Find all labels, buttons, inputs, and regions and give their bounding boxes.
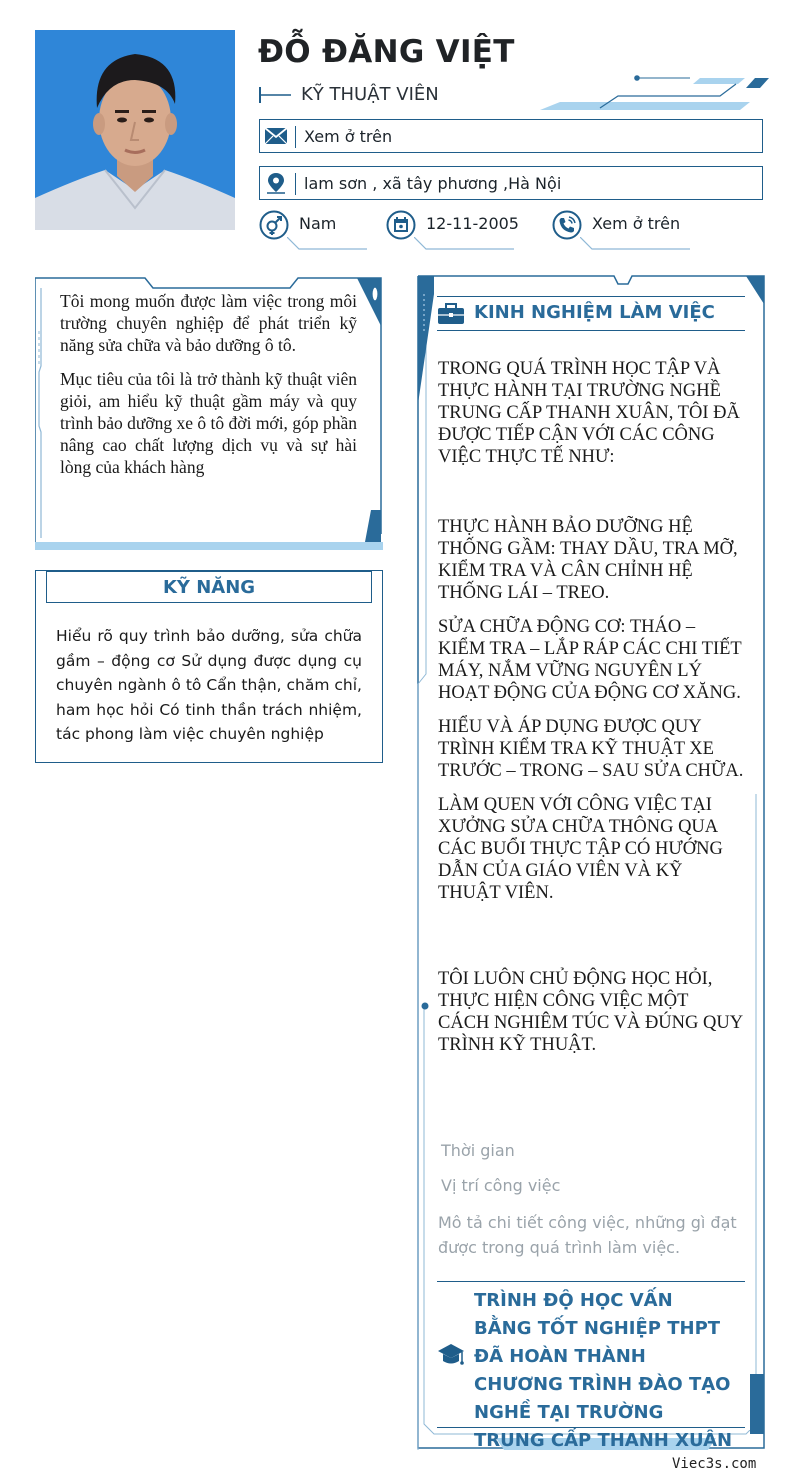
location-pin-icon — [264, 172, 288, 194]
skills-title: KỸ NĂNG — [46, 571, 372, 603]
profile-photo — [35, 30, 235, 230]
divider — [437, 296, 745, 297]
underline — [414, 237, 514, 251]
title-line-icon — [259, 86, 291, 104]
graduation-cap-icon — [437, 1342, 465, 1368]
phone-value: Xem ở trên — [592, 214, 681, 233]
divider — [437, 330, 745, 331]
objective-text — [60, 290, 357, 490]
email-value: Xem ở trên — [304, 127, 393, 146]
underline — [287, 237, 367, 251]
briefcase-icon — [437, 303, 465, 325]
gender-icon — [259, 210, 289, 240]
address-field — [259, 166, 763, 200]
position-placeholder: Vị trí công việc — [441, 1176, 561, 1195]
divider — [295, 126, 296, 148]
experience-paragraph: LÀM QUEN VỚI CÔNG VIỆC TẠI XƯỞNG SỬA CHỮA THÔNG QUA CÁC BUỔI THỰC TẬP CÓ HƯỚNG DẪN CỦA GIÁO VIÊN VÀ KỸ THUẬT VIÊN. — [438, 795, 723, 903]
job-title: KỸ THUẬT VIÊN — [301, 84, 439, 105]
experience-paragraph: SỬA CHỮA ĐỘNG CƠ: THÁO – KIỂM TRA – LẮP RÁP CÁC CHI TIẾT MÁY, NẮM VỮNG NGUYÊN LÝ HOẠT ĐỘNG CỦA ĐỘNG CƠ XĂNG. — [438, 617, 742, 703]
objective-paragraph: Mục tiêu của tôi là trở thành kỹ thuật viên giỏi, am hiểu kỹ thuật gầm máy và quy trình bảo dưỡng xe ô tô đời mới, góp phần nâng cao chất lượng dịch vụ và sự hài lòng của khách hàng — [60, 369, 357, 477]
experience-paragraph: TRONG QUÁ TRÌNH HỌC TẬP VÀ THỰC HÀNH TẠI TRƯỜNG NGHỀ TRUNG CẤP THANH XUÂN, TÔI ĐÃ ĐƯỢC TIẾP CẬN VỚI CÁC CÔNG VIỆC THỰC TẾ NHƯ: — [438, 359, 740, 467]
experience-paragraph: THỰC HÀNH BẢO DƯỠNG HỆ THỐNG GẦM: THAY DẦU, TRA MỠ, KIỂM TRA VÀ CÂN CHỈNH HỆ THỐNG LÁI – TREO. — [438, 517, 738, 603]
watermark: Viec3s.com — [672, 1456, 757, 1472]
gender-field — [259, 210, 369, 252]
phone-field — [552, 210, 692, 252]
experience-paragraph: TÔI LUÔN CHỦ ĐỘNG HỌC HỎI, THỰC HIỆN CÔNG VIỆC MỘT CÁCH NGHIÊM TÚC VÀ ĐÚNG QUY TRÌNH KỸ THUẬT. — [438, 969, 743, 1055]
experience-body — [438, 358, 744, 1068]
email-field — [259, 119, 763, 153]
header-decoration — [540, 74, 772, 114]
experience-paragraph: HIỂU VÀ ÁP DỤNG ĐƯỢC QUY TRÌNH KIỂM TRA KỸ THUẬT XE TRƯỚC – TRONG – SAU SỬA CHỮA. — [438, 717, 744, 781]
birthday-value: 12-11-2005 — [426, 214, 519, 233]
divider — [295, 173, 296, 195]
envelope-icon — [264, 125, 288, 147]
divider — [437, 1281, 745, 1282]
gender-value: Nam — [299, 214, 337, 233]
birthday-field — [386, 210, 536, 252]
experience-title: KINH NGHIỆM LÀM VIỆC — [474, 302, 715, 323]
address-value: lam sơn , xã tây phương ,Hà Nội — [304, 174, 562, 193]
underline — [580, 237, 690, 251]
skills-text: Hiểu rõ quy trình bảo dưỡng, sửa chữa gầm – động cơ Sử dụng được dụng cụ chuyên ngành ô tô Cẩn thận, chăm chỉ, ham học hỏi Có tinh thần trách nhiệm, tác phong làm việc chuyên nghiệp — [56, 627, 362, 743]
time-placeholder: Thời gian — [441, 1141, 515, 1160]
description-placeholder: Mô tả chi tiết công việc, những gì đạt được trong quá trình làm việc. — [438, 1213, 737, 1257]
candidate-name: ĐỖ ĐĂNG VIỆT — [258, 34, 515, 70]
calendar-icon — [386, 210, 416, 240]
divider — [437, 1427, 745, 1428]
objective-paragraph: Tôi mong muốn được làm việc trong môi trường chuyên nghiệp để phát triển kỹ năng sửa chữa và bảo dưỡng ô tô. — [60, 291, 357, 355]
phone-icon — [552, 210, 582, 240]
portrait-illustration — [35, 30, 235, 230]
education-title: TRÌNH ĐỘ HỌC VẤN BẰNG TỐT NGHIỆP THPT ĐÃ HOÀN THÀNH CHƯƠNG TRÌNH ĐÀO TẠO NGHỀ TẠI TRƯỜNG TRUNG CẤP THANH XUÂN — [474, 1290, 733, 1451]
